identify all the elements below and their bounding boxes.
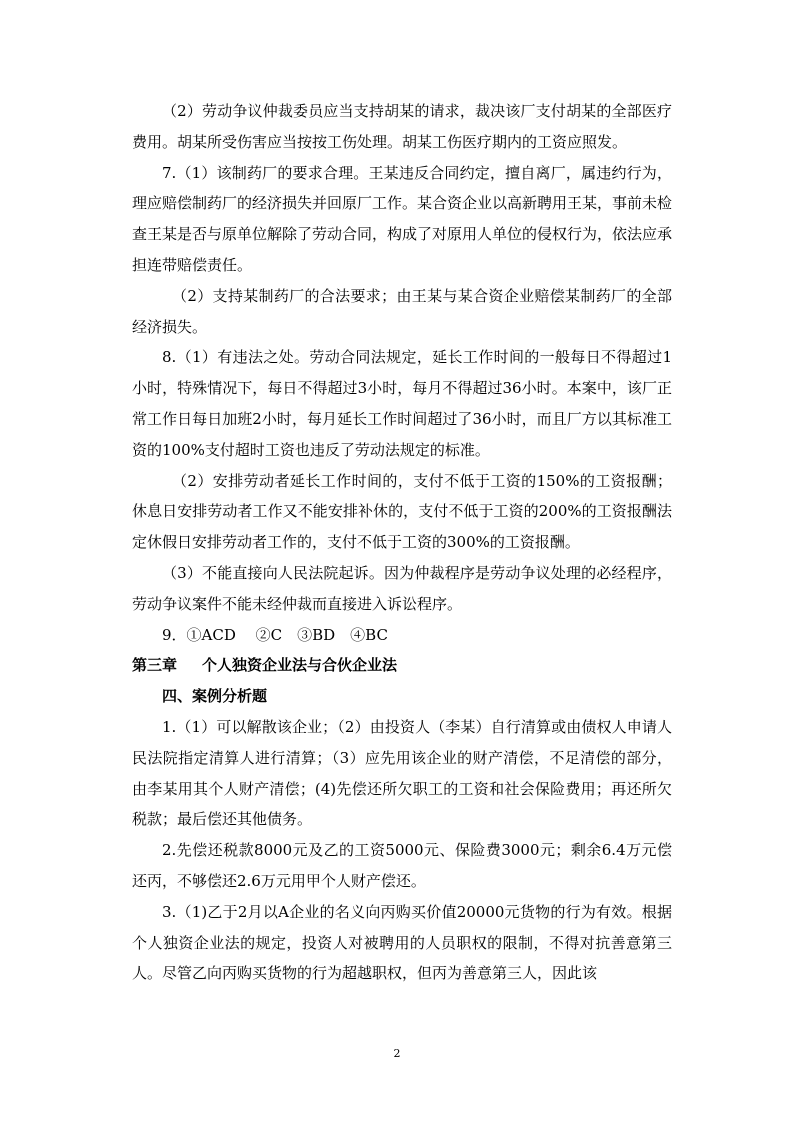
paragraph-case-2: 2.先偿还税款8000元及乙的工资5000元、保险费3000元；剩余6.4万元偿还丙，不够偿还2.6万元用甲个人财产偿还。 (132, 841, 672, 890)
paragraph-answer-6-2: （2）劳动争议仲裁委员应当支持胡某的请求，裁决该厂支付胡某的全部医疗费用。胡某所受伤害应当按按工伤处理。胡某工伤医疗期内的工资应照发。 (132, 102, 672, 151)
paragraph-answer-8-2: （2）安排劳动者延长工作时间的，支付不低于工资的150%的工资报酬；休息日安排劳动者工作又不能安排补休的，支付不低于工资的200%的工资报酬法定休假日安排劳动者工作的，支付不低于工资的300%的工资报酬。 (132, 471, 672, 552)
page-number: 2 (393, 1047, 401, 1060)
paragraph-case-3: 3.（1)乙于2月以A企业的名义向丙购买价值20000元货物的行为有效。根据个人独资企业法的规定，投资人对被聘用的人员职权的限制，不得对抗善意第三人。尽管乙向丙购买货物的行为超越职权，但丙为善意第三人，因此该 (132, 902, 672, 983)
paragraph-answer-8-3: （3）不能直接向人民法院起诉。因为仲裁程序是劳动争议处理的必经程序，劳动争议案件不能未经仲裁而直接进入诉讼程序。 (132, 563, 672, 613)
paragraph-answer-7-2: （2）支持某制药厂的合法要求；由王某与某合资企业赔偿某制药厂的全部经济损失。 (132, 286, 672, 336)
paragraph-answer-9: 9．①ACD ②C ③BD ④BC (162, 625, 388, 644)
page-content (132, 96, 672, 989)
chapter-title: 个人独资企业法与合伙企业法 (202, 656, 398, 675)
section-heading: 四、案例分析题 (162, 687, 268, 706)
chapter-heading (132, 650, 672, 681)
chapter-number: 第三章 (132, 656, 178, 675)
paragraph-case-1: 1.（1）可以解散该企业；（2）由投资人（李某）自行清算或由债权人申请人民法院指定清算人进行清算；（3）应先用该企业的财产清偿，不足清偿的部分，由李某用其个人财产清偿；(4)先偿还所欠职工的工资和社会保险费用；再还所欠税款；最后偿还其他债务。 (132, 717, 672, 829)
paragraph-answer-8-1: 8.（1）有违法之处。劳动合同法规定，延长工作时间的一般每日不得超过1小时，特殊情况下，每日不得超过3小时，每月不得超过36小时。本案中，该厂正常工作日每日加班2小时，每月延长工作时间超过了36小时，而且厂方以其标准工资的100%支付超时工资也违反了劳动法规定的标准。 (132, 348, 672, 459)
paragraph-answer-7-1: 7.（1）该制药厂的要求合理。王某违反合同约定，擅自离厂，属违约行为，理应赔偿制药厂的经济损失并回原厂工作。某合资企业以高新聘用王某，事前未检查王某是否与原单位解除了劳动合同，构成了对原用人单位的侵权行为，依法应承担连带赔偿责任。 (132, 163, 673, 274)
